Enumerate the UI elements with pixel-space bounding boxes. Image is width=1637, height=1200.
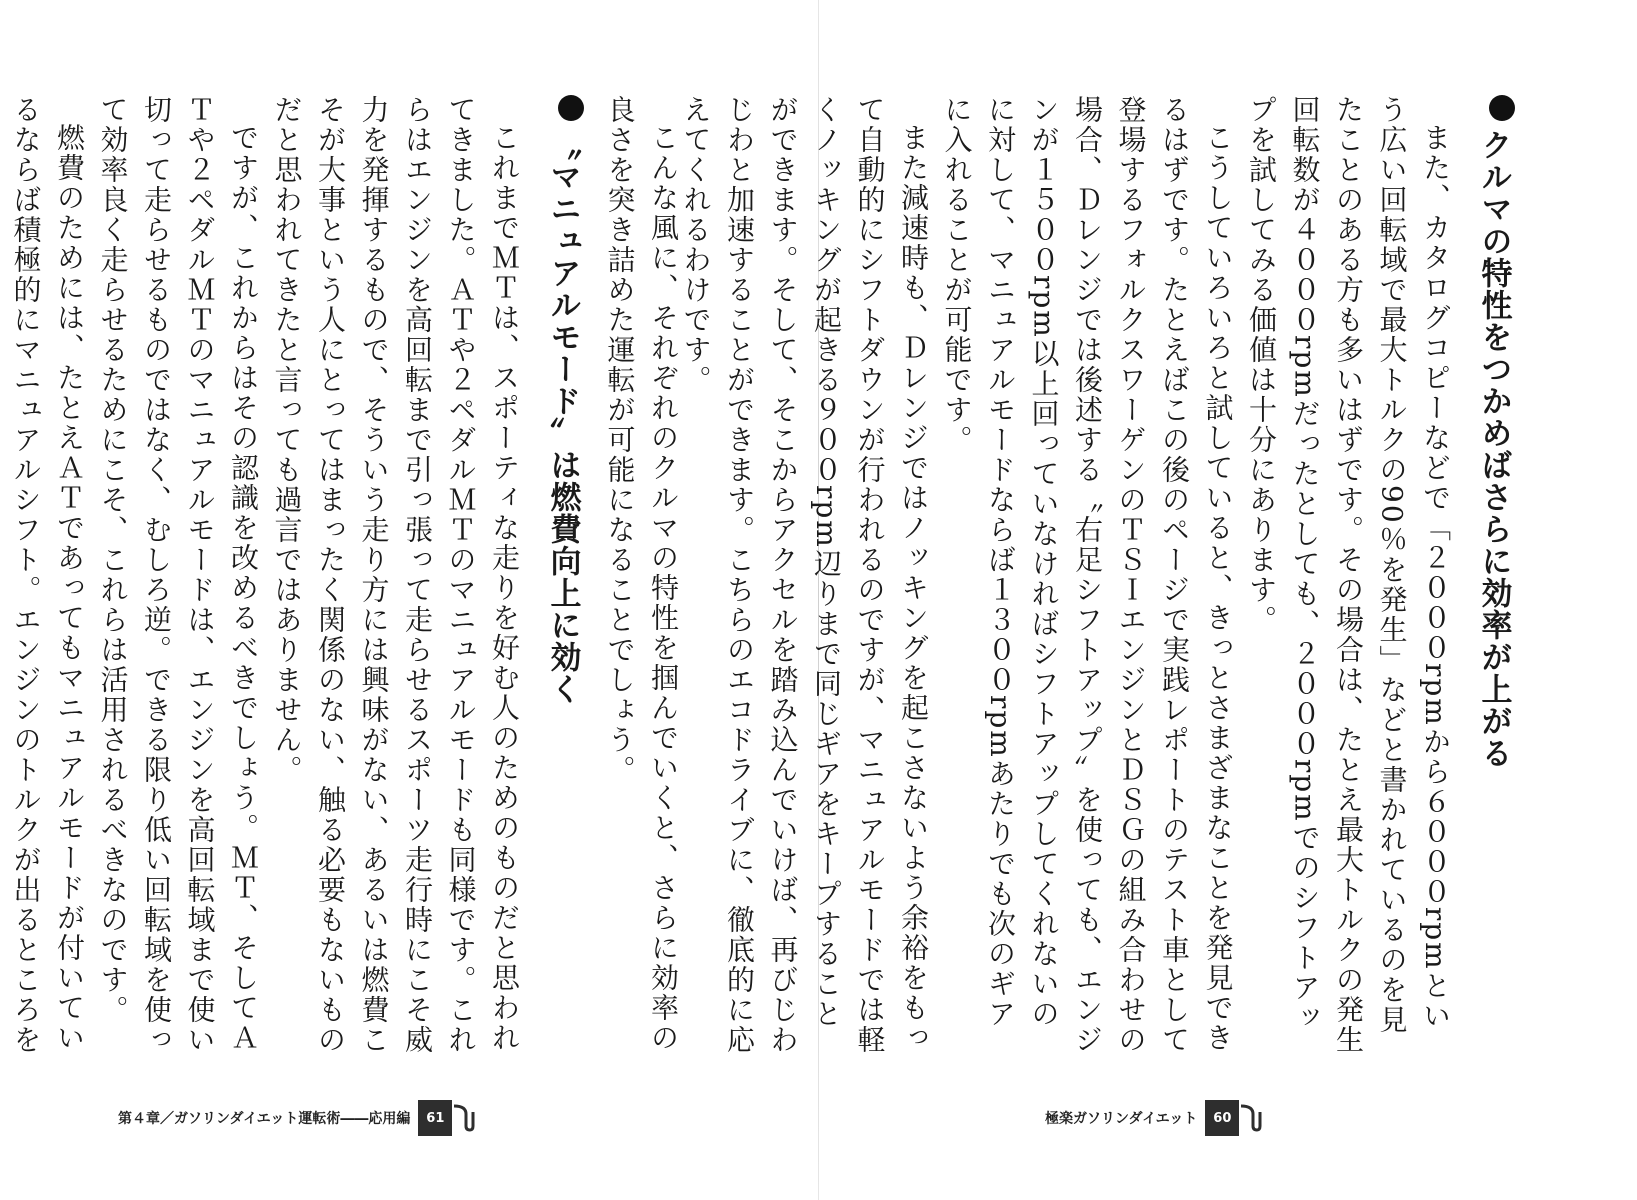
intro-paragraph: こんな風に、それぞれのクルマの特性を掴んでいくと、さらに効率の良さを突き詰めた運転が可能になることでしょう。 xyxy=(603,95,680,1053)
bullet-icon xyxy=(558,95,584,121)
footer-chapter-title: 第４章／ガソリンダイエット運転術――応用編 xyxy=(118,1111,411,1127)
body-paragraph: こうしていろいろと試していると、きっとさまざまなことを発見できるはずです。たとえばこの後のページで実践レポートのテスト車として登場するフォルクスワーゲンのＴＳＩエンジンとＤＳＧの組み合わせの場合、Ｄレンジでは後述する〝右足シフトアップ〟を使っても、エンジンが１５００rpm以上回っていなければシフトアップしてくれないのに対して、マニュアルモードならば１３００rpmあたりでも次のギアに入れることが可能です。 xyxy=(940,95,1235,1055)
section-heading-text: 〝マニュアルモード〟は燃費向上に効く xyxy=(544,129,581,705)
body-paragraph: これまでＭＴは、スポーティな走りを好む人のためのものだと思われてきました。ＡＴや２ペダルＭＴのマニュアルモードも同様です。これらはエンジンを高回転まで引っ張って走らせるスポーツ走行時にこそ威力を発揮するもので、そういう走り方には興味がない、あるいは燃費こそが大事という人にとってはまったく関係のない、触る必要もないものだと思われてきたと言っても過言ではありません。 xyxy=(270,95,521,1055)
page-number: 61 xyxy=(418,1100,452,1136)
body-paragraph: また減速時も、Ｄレンジではノッキングを起こさないよう余裕をもって自動的にシフトダウンが行われるのですが、マニュアルモードでは軽くノッキングが起きる９００rpm辺りまで同じギアをキープすることができます。そして、そこからアクセルを踏み込んでいけば、再びじわじわと加速することができます。こちらのエコドライブに、徹底的に応えてくれるわけです。 xyxy=(679,95,930,1055)
section-heading-vehicle-traits xyxy=(1471,95,1515,1055)
fuel-pump-icon xyxy=(1239,1100,1261,1136)
body-paragraph: 燃費のためには、たとえＡＴであってもマニュアルモードが付いているならば積極的にマニュアルシフト。エンジンのトルクが出るところを xyxy=(9,95,86,1055)
section-heading-text: クルマの特性をつかめばさらに効率が上がる xyxy=(1475,129,1512,769)
body-paragraph: ですが、これからはその認識を改めるべきでしょう。ＭＴ、そしてＡＴや２ペダルＭＴのマニュアルモードは、エンジンを高回転域まで使い切って走らせるものではなく、むしろ逆。できる限り低い回転域を使って効率良く走らせるためにこそ、これらは活用されるべきなのです。 xyxy=(96,95,260,1055)
left-page-body xyxy=(9,95,685,1055)
right-page-body xyxy=(679,95,1529,1055)
body-paragraph: また、カタログコピーなどで「２０００rpmから６０００rpmという広い回転域で最大トルクの90％を発生」などと書かれているのを見たことのある方も多いはずです。その場合は、たとえ最大トルクの発生回転数が４０００rpmだったとしても、２０００rpmでのシフトアップを試してみる価値は十分にあります。 xyxy=(1245,95,1452,1055)
right-page xyxy=(679,0,1637,1200)
section-heading-manual-mode xyxy=(540,95,584,1055)
page-footer xyxy=(1045,1100,1261,1136)
fuel-pump-icon xyxy=(452,1100,474,1136)
page-number: 60 xyxy=(1205,1100,1239,1136)
bullet-icon xyxy=(1489,95,1515,121)
page-footer xyxy=(118,1100,474,1136)
footer-book-title: 極楽ガソリンダイエット xyxy=(1045,1111,1198,1127)
